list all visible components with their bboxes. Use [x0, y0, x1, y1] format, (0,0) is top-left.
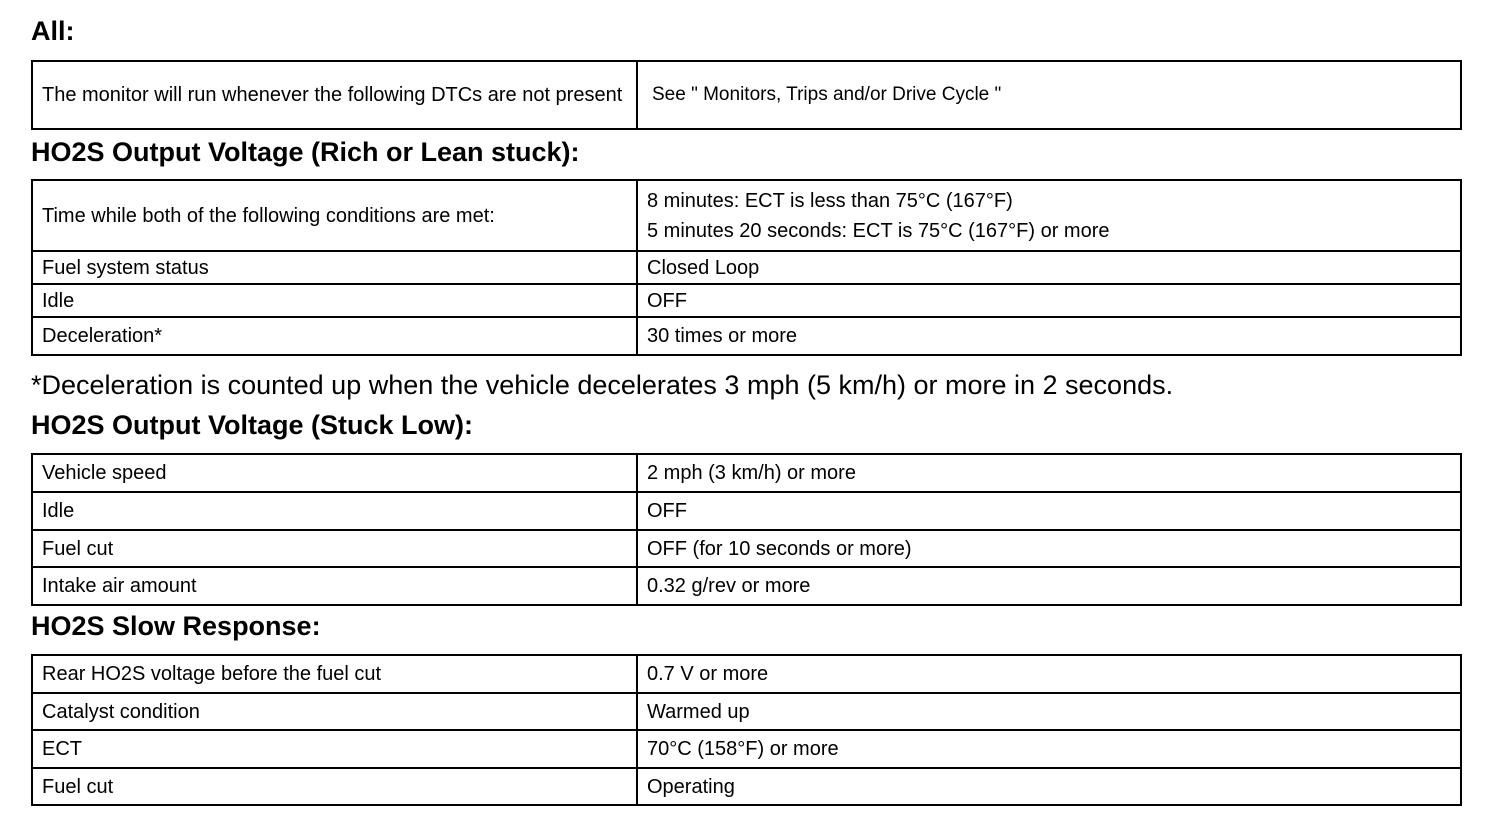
condition-value: 0.32 g/rev or more — [637, 567, 1461, 605]
condition-label: The monitor will run whenever the following DTCs are not present — [32, 61, 637, 129]
condition-value: Closed Loop — [637, 251, 1461, 284]
table-slow-response — [31, 654, 1462, 806]
condition-value: OFF — [637, 284, 1461, 317]
condition-label: Idle — [32, 284, 637, 317]
condition-value: OFF (for 10 seconds or more) — [637, 530, 1461, 567]
table-row — [32, 251, 1461, 284]
condition-label: Deceleration* — [32, 317, 637, 355]
table-all — [31, 60, 1462, 130]
table-row — [32, 61, 1461, 129]
condition-value: Warmed up — [637, 693, 1461, 730]
table-row — [32, 530, 1461, 567]
table-row — [32, 768, 1461, 805]
condition-label: Rear HO2S voltage before the fuel cut — [32, 655, 637, 693]
condition-label: Vehicle speed — [32, 454, 637, 492]
condition-label: Time while both of the following conditions are met: — [32, 180, 637, 251]
condition-label: Fuel system status — [32, 251, 637, 284]
section-heading-slow-response: HO2S Slow Response: — [31, 611, 321, 641]
condition-value — [637, 180, 1461, 251]
condition-value-line: 8 minutes: ECT is less than 75°C (167°F) — [647, 189, 1013, 212]
condition-label: Idle — [32, 492, 637, 530]
section-heading-stuck-low: HO2S Output Voltage (Stuck Low): — [31, 410, 473, 440]
condition-label: Fuel cut — [32, 768, 637, 805]
table-row — [32, 730, 1461, 768]
table-row — [32, 655, 1461, 693]
condition-label: ECT — [32, 730, 637, 768]
condition-value: Operating — [637, 768, 1461, 805]
condition-value: 30 times or more — [637, 317, 1461, 355]
condition-value: OFF — [637, 492, 1461, 530]
table-row — [32, 693, 1461, 730]
condition-label: Fuel cut — [32, 530, 637, 567]
table-row — [32, 567, 1461, 605]
deceleration-footnote: *Deceleration is counted up when the vehicle decelerates 3 mph (5 km/h) or more in 2 seconds. — [31, 370, 1174, 400]
section-heading-all: All: — [31, 16, 75, 46]
condition-value: 70°C (158°F) or more — [637, 730, 1461, 768]
condition-label: Intake air amount — [32, 567, 637, 605]
condition-value: 2 mph (3 km/h) or more — [637, 454, 1461, 492]
table-stuck-low — [31, 453, 1462, 606]
table-row — [32, 454, 1461, 492]
table-row — [32, 492, 1461, 530]
condition-label: Catalyst condition — [32, 693, 637, 730]
table-row — [32, 317, 1461, 355]
condition-value: See " Monitors, Trips and/or Drive Cycle " — [637, 61, 1461, 129]
section-heading-rich-lean: HO2S Output Voltage (Rich or Lean stuck): — [31, 137, 580, 167]
condition-value-line: 5 minutes 20 seconds: ECT is 75°C (167°F) or more — [647, 219, 1110, 242]
condition-value: 0.7 V or more — [637, 655, 1461, 693]
table-row — [32, 180, 1461, 251]
table-row — [32, 284, 1461, 317]
table-rich-lean — [31, 179, 1462, 356]
